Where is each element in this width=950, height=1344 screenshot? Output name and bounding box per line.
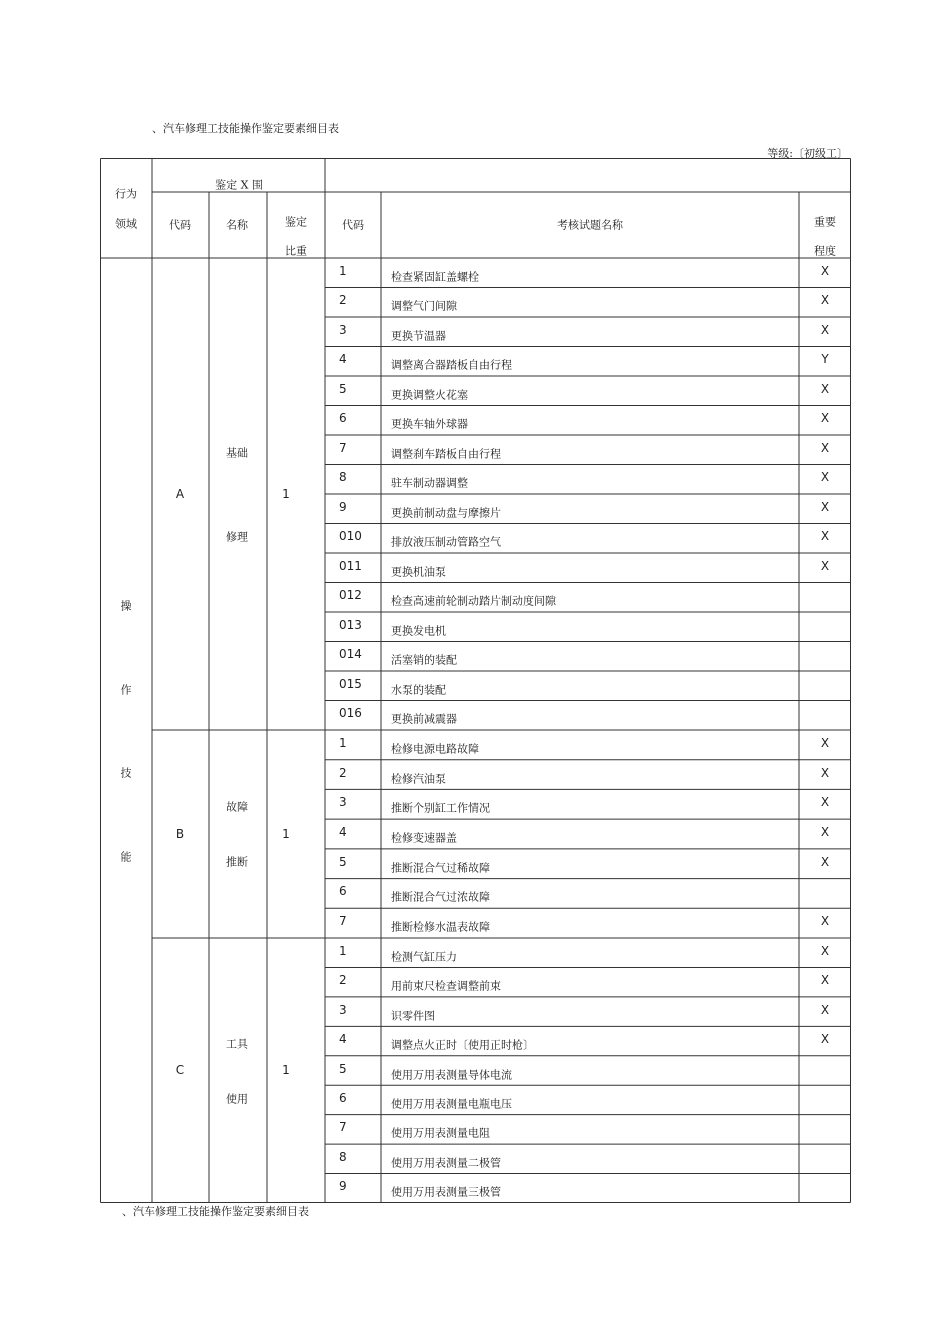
item-code: 2 <box>339 293 347 308</box>
item-code: 7 <box>339 1120 347 1135</box>
item-name: 识零件图 <box>391 1009 435 1023</box>
item-name: 活塞销的装配 <box>391 653 457 667</box>
item-importance: X <box>820 499 830 514</box>
item-name: 检查高速前轮制动踏片制动度间隙 <box>391 594 556 608</box>
item-name: 检查紧固缸盖螺栓 <box>391 270 479 284</box>
item-code: 5 <box>339 381 347 396</box>
header-domain-line1: 行为 <box>115 187 137 201</box>
item-code: 4 <box>339 825 347 839</box>
item-code: 7 <box>339 440 347 455</box>
item-code: 3 <box>339 322 347 337</box>
grade-label: 等级:〔初级工〕 <box>767 147 848 160</box>
item-name: 更换发电机 <box>391 624 446 638</box>
item-code: 6 <box>339 884 347 899</box>
group-code: A <box>175 487 185 501</box>
item-name: 检修变速器盖 <box>391 831 457 845</box>
item-importance: X <box>820 322 830 337</box>
domain-char: 技 <box>120 766 132 780</box>
item-code: 9 <box>339 1179 347 1194</box>
domain-char: 能 <box>120 850 132 864</box>
header-code: 代码 <box>169 218 191 232</box>
item-code: 2 <box>339 765 347 780</box>
item-code: 1 <box>339 735 347 750</box>
item-code: 8 <box>339 470 347 485</box>
item-name: 调整离合器踏板自由行程 <box>391 358 512 372</box>
item-code: 013 <box>339 617 362 632</box>
header-item-name: 考核试题名称 <box>557 218 623 232</box>
item-name: 使用万用表测量导体电流 <box>391 1068 512 1081</box>
item-name: 排放液压制动管路空气 <box>391 535 501 549</box>
item-code: 5 <box>339 854 347 869</box>
item-importance: X <box>820 558 830 573</box>
item-name: 调整点火正时〔使用正时枪〕 <box>391 1038 534 1052</box>
item-name: 更换机油泵 <box>391 565 446 579</box>
item-name: 更换车轴外球器 <box>391 417 468 431</box>
header-importance-line2: 程度 <box>814 244 836 258</box>
domain-char: 操 <box>120 599 132 613</box>
item-code: 4 <box>339 1032 347 1047</box>
group-name-line2: 推断 <box>226 855 248 869</box>
item-code: 6 <box>339 411 347 426</box>
item-code: 011 <box>339 558 362 573</box>
item-name: 水泵的装配 <box>391 683 446 697</box>
group-code: C <box>175 1063 185 1077</box>
item-code: 012 <box>339 588 362 603</box>
item-name: 驻车制动器调整 <box>391 476 468 490</box>
item-name: 推断混合气过稀故障 <box>391 861 490 875</box>
item-name: 更换调整火花塞 <box>391 388 468 402</box>
item-code: 6 <box>339 1090 347 1105</box>
item-code: 8 <box>339 1149 347 1164</box>
item-name: 检修电源电路故障 <box>391 742 479 756</box>
item-name: 使用万用表测量二极管 <box>391 1156 501 1170</box>
group-name-line1: 基础 <box>226 446 248 460</box>
item-importance: X <box>820 411 830 426</box>
group-weight: 1 <box>282 827 290 841</box>
item-code: 2 <box>339 973 347 988</box>
item-importance: X <box>820 440 830 455</box>
item-name: 更换节温器 <box>391 329 446 343</box>
item-name: 检测气缸压力 <box>391 950 457 964</box>
page-title: 、汽车修理工技能操作鉴定要素细目表 <box>152 122 339 135</box>
item-importance: X <box>820 765 830 780</box>
item-name: 使用万用表测量电阻 <box>391 1126 490 1140</box>
item-name: 调整气门间隙 <box>391 299 457 313</box>
item-importance: X <box>820 1032 830 1047</box>
domain-char: 作 <box>120 683 132 697</box>
header-importance-line1: 重要 <box>814 215 836 229</box>
group-name-line2: 修理 <box>226 530 248 544</box>
item-importance: X <box>820 973 830 988</box>
item-code: 014 <box>339 647 362 662</box>
item-name: 使用万用表测量电瓶电压 <box>391 1097 512 1111</box>
item-importance: X <box>820 825 830 839</box>
item-name: 更换前减震器 <box>391 712 457 726</box>
footer-title: 、汽车修理工技能操作鉴定要素细目表 <box>122 1205 309 1218</box>
group-name-line2: 使用 <box>226 1092 248 1106</box>
assessment-table <box>100 158 851 1203</box>
header-item-code: 代码 <box>342 218 364 232</box>
item-code: 3 <box>339 1002 347 1017</box>
item-name: 更换前制动盘与摩擦片 <box>391 506 501 520</box>
group-name-line1: 工具 <box>226 1037 248 1051</box>
item-importance: X <box>820 914 830 929</box>
item-importance: X <box>820 470 830 485</box>
header-weight-line1: 鉴定 <box>285 215 307 229</box>
item-code: 015 <box>339 676 362 691</box>
item-importance: X <box>820 529 830 544</box>
item-importance: Y <box>821 352 829 367</box>
group-name-line1: 故障 <box>226 800 248 814</box>
item-code: 9 <box>339 499 347 514</box>
group-weight: 1 <box>282 487 290 501</box>
item-name: 推断混合气过浓故障 <box>391 890 490 904</box>
header-weight-line2: 比重 <box>285 244 307 258</box>
item-name: 使用万用表测量三极管 <box>391 1185 501 1199</box>
item-code: 1 <box>339 263 347 278</box>
item-importance: X <box>820 795 830 810</box>
header-domain-line2: 领域 <box>115 217 137 231</box>
item-code: 4 <box>339 352 347 367</box>
item-code: 3 <box>339 795 347 810</box>
header-scope: 鉴定 X 围 <box>215 178 263 192</box>
item-code: 016 <box>339 706 362 721</box>
group-code: B <box>175 827 185 841</box>
item-name: 推断个别缸工作情况 <box>391 801 490 815</box>
item-importance: X <box>820 735 830 750</box>
item-importance: X <box>820 943 830 958</box>
item-importance: X <box>820 1002 830 1017</box>
item-importance: X <box>820 381 830 396</box>
header-name: 名称 <box>226 218 248 232</box>
item-importance: X <box>820 293 830 308</box>
item-code: 1 <box>339 943 347 958</box>
item-name: 检修汽油泵 <box>391 772 446 786</box>
item-code: 5 <box>339 1061 347 1076</box>
item-importance: X <box>820 263 830 278</box>
item-importance: X <box>820 854 830 869</box>
item-name: 调整刹车踏板自由行程 <box>391 447 501 461</box>
item-code: 7 <box>339 914 347 929</box>
group-weight: 1 <box>282 1063 290 1077</box>
item-code: 010 <box>339 529 362 544</box>
item-name: 用前束尺检查调整前束 <box>391 979 501 993</box>
item-name: 推断检修水温表故障 <box>391 920 490 934</box>
